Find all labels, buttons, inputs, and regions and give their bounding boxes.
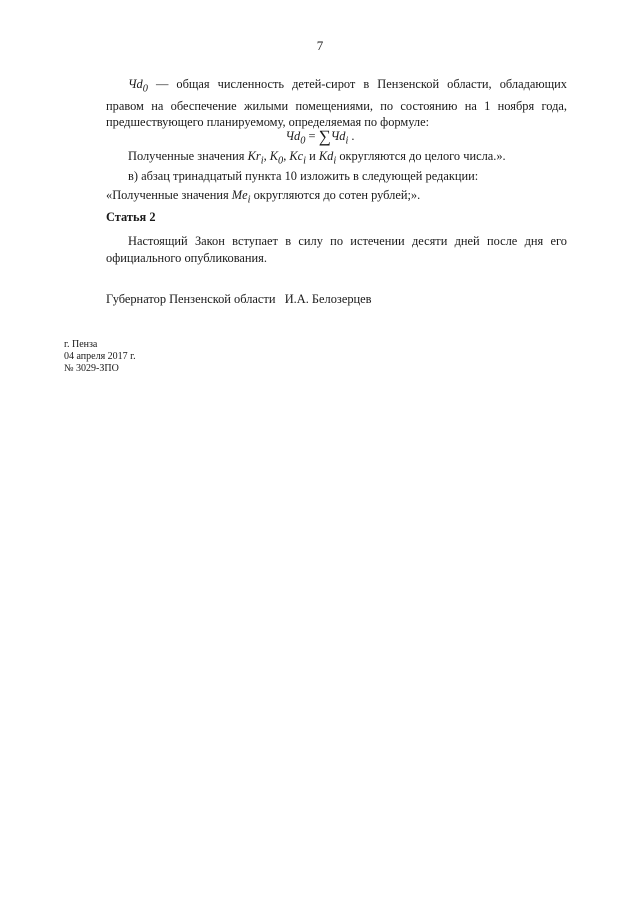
definition-text: — общая численность детей-сирот в Пензенской области, обладающих правом на обеспечение жилыми помещениями, по состоянию на 1 ноября года, предшествующего планируемому, определяемая по формуле: xyxy=(106,77,567,130)
formula-rhs-base: Чd xyxy=(330,129,346,143)
rounding-var-k0-base: K xyxy=(269,149,279,163)
definition-symbol xyxy=(128,77,148,95)
place-date-number-block xyxy=(64,339,136,375)
quote-prefix: «Полученные значения xyxy=(106,188,232,202)
law-number: № 3029-ЗПО xyxy=(64,363,119,374)
rounding-separator: , xyxy=(283,149,290,163)
formula-rhs xyxy=(330,129,349,147)
law-date: 04 апреля 2017 г. xyxy=(64,351,136,362)
article-2-heading: Статья 2 xyxy=(106,210,156,224)
rounding-separator: , xyxy=(263,149,270,163)
article-2-text: Настоящий Закон вступает в силу по истечении десяти дней после дня его официального опубликования. xyxy=(106,234,567,265)
rounding-var-kr xyxy=(247,149,264,167)
quote-paragraph xyxy=(106,187,567,209)
rounding-var-kc-subscript: i xyxy=(303,155,307,167)
rounding-var-k0-subscript: 0 xyxy=(278,155,284,167)
quote-var-me-base: Me xyxy=(231,188,248,202)
rounding-var-kc xyxy=(289,149,307,167)
rounding-var-kd-subscript: i xyxy=(333,155,337,167)
formula-end: . xyxy=(348,129,355,143)
formula-rhs-subscript: i xyxy=(345,135,349,147)
formula xyxy=(0,127,640,147)
rounding-var-kr-subscript: i xyxy=(260,155,264,167)
governor-signature-line: Губернатор Пензенской области И.А. Белозерцев xyxy=(106,292,372,306)
definition-symbol-base: Чd xyxy=(128,77,143,91)
rounding-prefix: Полученные значения xyxy=(128,149,248,163)
quote-suffix: округляются до сотен рублей;». xyxy=(250,188,421,202)
place-city: г. Пенза xyxy=(64,339,98,350)
rounding-paragraph xyxy=(106,148,567,170)
rounding-suffix: округляются до целого числа.». xyxy=(336,149,506,163)
definition-paragraph xyxy=(106,76,567,131)
definition-symbol-subscript: 0 xyxy=(142,83,148,95)
sum-symbol: ∑ xyxy=(318,127,331,146)
amendment-paragraph: в) абзац тринадцатый пункта 10 изложить в следующей редакции: xyxy=(128,169,479,183)
formula-lhs-base: Чd xyxy=(285,129,301,143)
rounding-separator: и xyxy=(306,149,319,163)
rounding-var-kd-base: Kd xyxy=(318,149,334,163)
quote-var-me xyxy=(231,188,251,206)
page-number: 7 xyxy=(316,38,324,53)
formula-lhs xyxy=(285,129,306,147)
formula-lhs-subscript: 0 xyxy=(300,135,306,147)
rounding-var-kr-base: Kr xyxy=(247,149,261,163)
rounding-var-kc-base: Kc xyxy=(289,149,304,163)
rounding-var-k0 xyxy=(269,149,284,167)
quote-var-me-subscript: i xyxy=(247,194,251,206)
rounding-var-kd xyxy=(318,149,337,167)
formula-equals: = xyxy=(305,129,319,143)
